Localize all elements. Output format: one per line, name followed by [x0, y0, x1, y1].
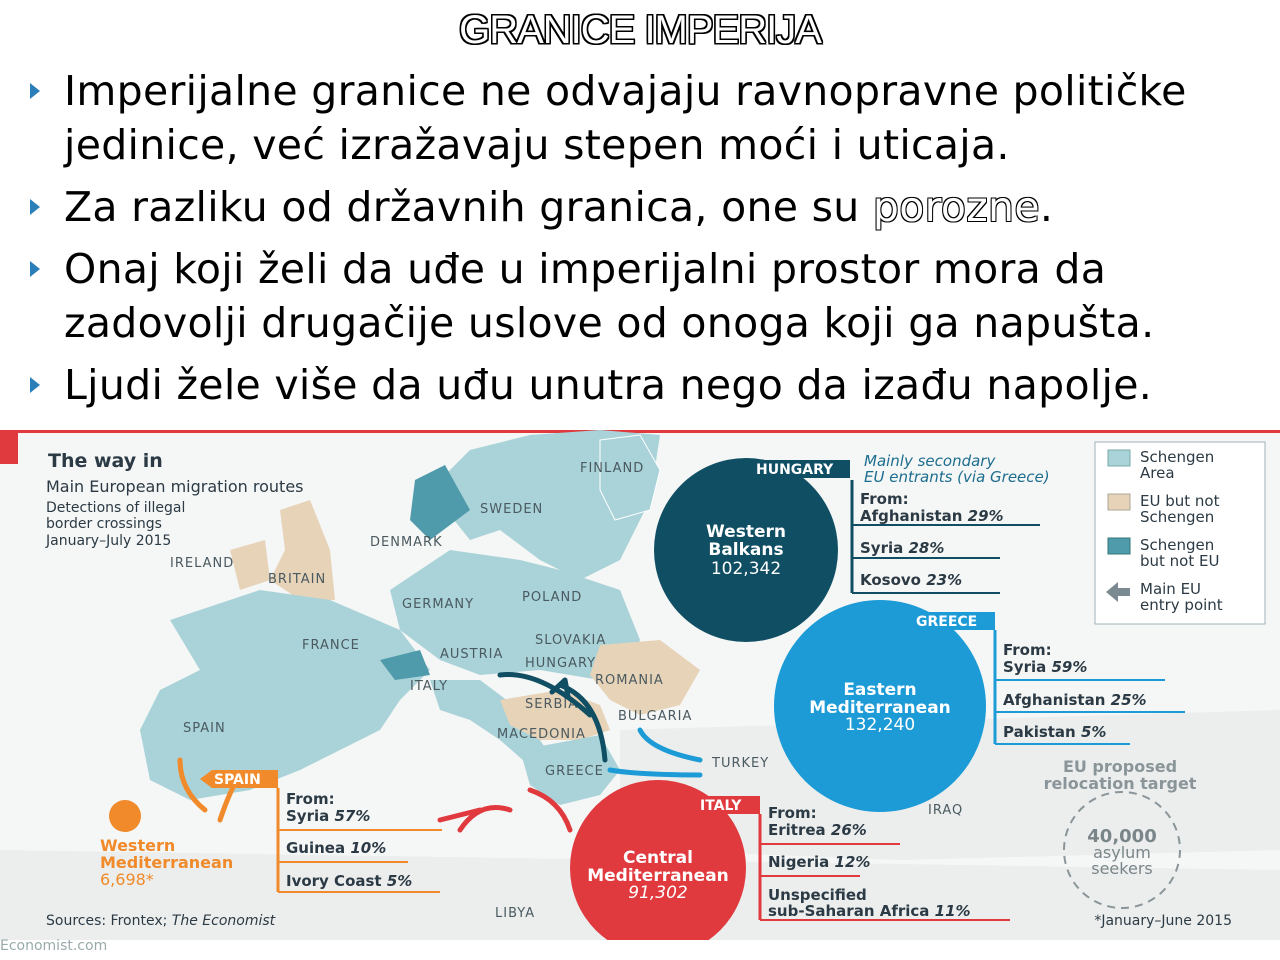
svg-text:POLAND: POLAND [522, 590, 583, 605]
map-heading: The way in [48, 450, 163, 472]
svg-text:*January–June 2015: *January–June 2015 [1094, 913, 1232, 929]
svg-text:asylum: asylum [1093, 843, 1151, 862]
svg-text:Guinea 10%: Guinea 10% [286, 839, 387, 857]
svg-text:relocation target: relocation target [1043, 774, 1197, 793]
svg-text:102,342: 102,342 [710, 559, 782, 579]
svg-text:ITALY: ITALY [700, 798, 742, 814]
svg-text:FINLAND: FINLAND [580, 461, 645, 476]
svg-text:Ivory Coast 5%: Ivory Coast 5% [286, 872, 413, 890]
svg-text:HUNGARY: HUNGARY [525, 656, 597, 671]
svg-text:SLOVAKIA: SLOVAKIA [535, 633, 607, 648]
svg-text:Syria 28%: Syria 28% [860, 539, 945, 557]
svg-text:Main EU: Main EU [1140, 580, 1202, 598]
svg-text:From:: From: [768, 804, 817, 822]
svg-text:entry point: entry point [1140, 596, 1223, 614]
svg-text:Mediterranean: Mediterranean [587, 866, 729, 886]
svg-text:Eritrea 26%: Eritrea 26% [768, 821, 867, 839]
economist-red-tab [0, 430, 18, 464]
bullet-arrow-icon [30, 377, 40, 393]
svg-text:LIBYA: LIBYA [495, 906, 536, 921]
svg-text:Area: Area [1140, 464, 1175, 482]
bullet-item: Ljudi žele više da uđu unutra nego da izađu napolje. [28, 358, 1268, 412]
svg-text:EU but not: EU but not [1140, 492, 1220, 510]
svg-text:AUSTRIA: AUSTRIA [440, 647, 504, 662]
svg-text:TURKEY: TURKEY [712, 756, 770, 771]
bullet-arrow-icon [30, 261, 40, 277]
svg-text:From:: From: [286, 790, 335, 808]
svg-text:SPAIN: SPAIN [183, 721, 226, 736]
svg-text:Western: Western [100, 836, 176, 855]
svg-text:SPAIN: SPAIN [214, 772, 261, 788]
svg-text:EU proposed: EU proposed [1062, 757, 1178, 776]
svg-text:BULGARIA: BULGARIA [618, 709, 693, 724]
emphasized-word: porozne [872, 183, 1040, 231]
svg-text:EU entrants (via Greece): EU entrants (via Greece) [864, 468, 1050, 486]
economist-footer: Economist.com [0, 938, 108, 954]
svg-text:Balkans: Balkans [708, 540, 784, 560]
svg-text:Mediterranean: Mediterranean [809, 698, 951, 718]
svg-text:From:: From: [860, 490, 909, 508]
svg-text:ITALY: ITALY [410, 679, 449, 694]
svg-text:Syria 59%: Syria 59% [1003, 658, 1088, 676]
svg-text:Sources: Frontex; The Economis: Sources: Frontex; The Economist [46, 913, 276, 929]
svg-text:January–July 2015: January–July 2015 [46, 533, 172, 549]
western-med-circle [109, 800, 141, 832]
svg-text:SERBIA: SERBIA [525, 697, 579, 712]
svg-text:GREECE: GREECE [916, 614, 978, 630]
svg-text:FRANCE: FRANCE [302, 638, 360, 653]
bullet-item: Za razliku od državnih granica, one su porozne. [28, 180, 1268, 234]
svg-text:Unspecified: Unspecified [768, 886, 867, 904]
svg-text:From:: From: [1003, 641, 1052, 659]
svg-text:Schengen: Schengen [1140, 448, 1215, 466]
bullet-item: Onaj koji želi da uđe u imperijalni prostor mora da zadovolji drugačije uslove od onoga koji ga napušta. [28, 242, 1268, 350]
legend [1095, 442, 1265, 624]
svg-text:40,000: 40,000 [1087, 826, 1157, 847]
svg-text:BRITAIN: BRITAIN [268, 572, 327, 587]
svg-text:Kosovo 23%: Kosovo 23% [860, 571, 963, 589]
svg-text:Detections of illegal: Detections of illegal [46, 500, 186, 516]
svg-text:HUNGARY: HUNGARY [756, 462, 834, 478]
svg-text:132,240: 132,240 [844, 715, 916, 735]
bullet-arrow-icon [30, 199, 40, 215]
svg-text:GERMANY: GERMANY [402, 597, 475, 612]
svg-text:6,698*: 6,698* [100, 870, 154, 889]
migration-map [0, 430, 1280, 940]
svg-text:Nigeria 12%: Nigeria 12% [768, 853, 871, 871]
svg-text:MACEDONIA: MACEDONIA [497, 727, 586, 742]
svg-text:91,302: 91,302 [628, 883, 688, 903]
svg-text:Pakistan 5%: Pakistan 5% [1003, 723, 1107, 741]
svg-text:IRELAND: IRELAND [170, 556, 235, 571]
svg-text:Mediterranean: Mediterranean [100, 853, 234, 872]
svg-text:Main European migration routes: Main European migration routes [46, 477, 304, 496]
svg-text:IRAQ: IRAQ [928, 803, 964, 818]
svg-text:Syria 57%: Syria 57% [286, 807, 371, 825]
svg-text:Central: Central [623, 848, 693, 868]
svg-text:Eastern: Eastern [843, 680, 917, 700]
bullet-list [28, 64, 1268, 420]
bullet-item: Imperijalne granice ne odvajaju ravnopravne političke jedinice, već izražavaju stepen moći i uticaja. [28, 64, 1268, 172]
svg-text:seekers: seekers [1091, 859, 1153, 878]
bullet-arrow-icon [30, 83, 40, 99]
svg-text:border crossings: border crossings [46, 516, 162, 532]
svg-text:sub-Saharan Africa 11%: sub-Saharan Africa 11% [768, 902, 971, 920]
svg-text:ROMANIA: ROMANIA [595, 673, 664, 688]
svg-text:Western: Western [706, 522, 786, 542]
svg-text:GREECE: GREECE [545, 764, 604, 779]
svg-text:Schengen: Schengen [1140, 536, 1215, 554]
svg-text:DENMARK: DENMARK [370, 535, 443, 550]
svg-text:but not EU: but not EU [1140, 552, 1220, 570]
slide-title: GRANICE IMPERIJA [459, 8, 821, 52]
svg-text:Mainly secondary: Mainly secondary [864, 452, 996, 470]
svg-text:SWEDEN: SWEDEN [480, 502, 544, 517]
svg-text:Afghanistan 29%: Afghanistan 29% [860, 507, 1004, 525]
svg-text:Schengen: Schengen [1140, 508, 1215, 526]
svg-text:Afghanistan 25%: Afghanistan 25% [1003, 691, 1147, 709]
